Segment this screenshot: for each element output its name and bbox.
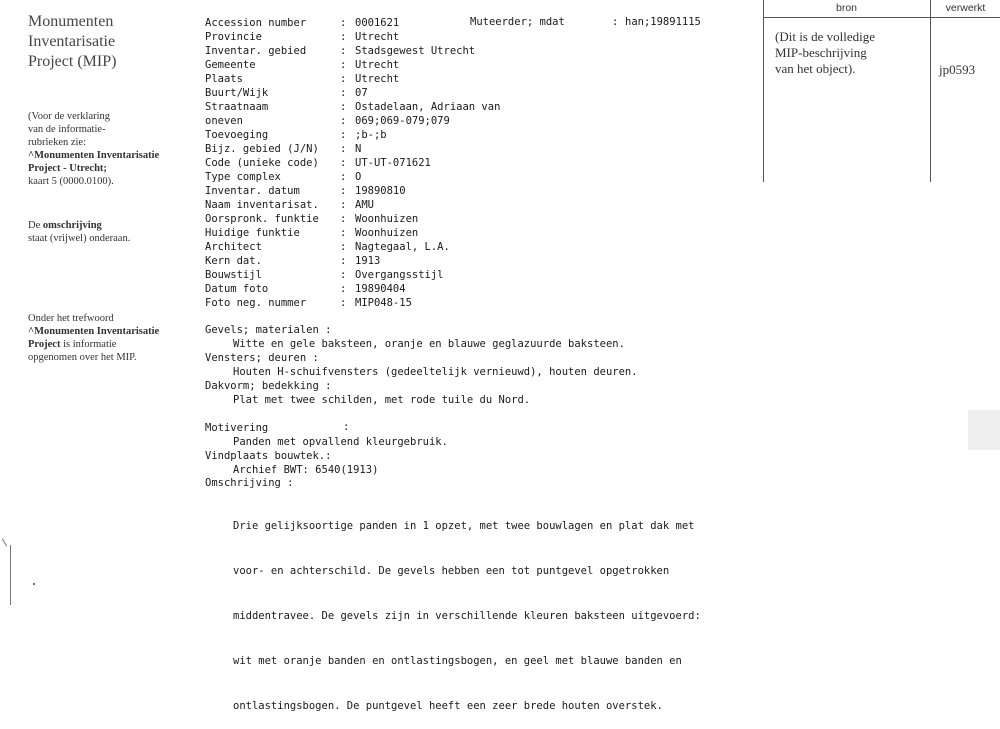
bron-text xyxy=(775,29,925,77)
section-dakvorm-heading: Dakvorm; bedekking : xyxy=(205,380,332,392)
field-value: Utrecht xyxy=(355,59,400,71)
field-colon: : xyxy=(340,129,347,141)
field-colon: : xyxy=(340,45,347,57)
field-label: Type complex xyxy=(205,171,281,183)
field-colon: : xyxy=(340,241,347,253)
field-colon: : xyxy=(340,185,347,197)
field-value: Stadsgewest Utrecht xyxy=(355,45,476,57)
field-colon: : xyxy=(340,297,347,309)
section-motivering-heading: Motivering xyxy=(205,422,269,434)
field-label: Inventar. datum xyxy=(205,185,300,197)
note-line: kaart 5 (0000.0100). xyxy=(28,176,114,187)
note-line: (Voor de verklaring xyxy=(28,111,111,122)
field-value: Overgangsstijl xyxy=(355,269,444,281)
field-colon: : xyxy=(340,213,347,225)
note-line: rubrieken zie: xyxy=(28,137,87,148)
scan-mark xyxy=(2,538,7,546)
field-label: Inventar. gebied xyxy=(205,45,307,57)
omschrijving-line: middentravee. De gevels zijn in verschillende kleuren baksteen uitgevoerd: xyxy=(233,610,701,622)
field-value: Utrecht xyxy=(355,73,400,85)
table-divider xyxy=(763,17,1000,18)
field-value: N xyxy=(355,143,362,155)
field-value: 19890810 xyxy=(355,185,406,197)
field-label: Bijz. gebied (J/N) xyxy=(205,143,319,155)
note-reference-bold: ^Monumenten Inventarisatie xyxy=(28,326,160,337)
field-colon: : xyxy=(340,31,347,43)
note-line: is informatie xyxy=(60,339,117,350)
omschrijving-line: Drie gelijksoortige panden in 1 opzet, met twee bouwlagen en plat dak met xyxy=(233,520,695,532)
section-motivering-text: Panden met opvallend kleurgebruik. xyxy=(233,436,448,448)
muteerder-value: han;19891115 xyxy=(625,16,701,28)
note-prefix: De xyxy=(28,220,43,231)
field-label: Toevoeging xyxy=(205,129,269,141)
sidebar-note-description xyxy=(28,219,188,245)
note-line: van de informatie- xyxy=(28,124,106,135)
field-colon: : xyxy=(340,227,347,239)
section-vensters-text: Houten H-schuifvensters (gedeeltelijk vernieuwd), houten deuren. xyxy=(233,366,638,378)
field-colon: : xyxy=(340,269,347,281)
field-value: Nagtegaal, L.A. xyxy=(355,241,450,253)
note-bold: Project xyxy=(28,339,61,350)
field-label: Buurt/Wijk xyxy=(205,87,269,99)
scan-shade xyxy=(968,410,1000,450)
muteerder-colon: : xyxy=(612,16,619,28)
field-label: Plaats xyxy=(205,73,243,85)
field-value: 1913 xyxy=(355,255,381,267)
field-value: O xyxy=(355,171,362,183)
scan-mark xyxy=(10,545,11,605)
note-bold: omschrijving xyxy=(42,220,102,231)
field-label: Provincie xyxy=(205,31,262,43)
sidebar-title-line: Inventarisatie xyxy=(28,33,116,50)
section-vindplaats-heading: Vindplaats bouwtek.: xyxy=(205,450,332,462)
field-label: Straatnaam xyxy=(205,101,269,113)
field-value: 07 xyxy=(355,87,368,99)
field-label: Oorspronk. funktie xyxy=(205,213,319,225)
field-colon: : xyxy=(340,199,347,211)
field-colon: : xyxy=(340,283,347,295)
field-colon: : xyxy=(340,87,347,99)
header-verwerkt: verwerkt xyxy=(945,2,986,14)
field-label: Foto neg. nummer xyxy=(205,297,307,309)
scan-mark xyxy=(33,583,35,585)
field-value: MIP048-15 xyxy=(355,297,412,309)
note-reference-bold: ^Monumenten Inventarisatie xyxy=(28,150,160,161)
field-colon: : xyxy=(340,17,347,29)
muteerder-label: Muteerder; mdat xyxy=(470,16,565,28)
field-label: Kern dat. xyxy=(205,255,262,267)
source-table xyxy=(763,0,1000,182)
field-label: Bouwstijl xyxy=(205,269,262,281)
bron-line: van het object). xyxy=(775,61,856,76)
field-value: 069;069-079;079 xyxy=(355,115,450,127)
verwerkt-value: jp0593 xyxy=(939,62,976,77)
field-label: oneven xyxy=(205,115,243,127)
field-colon: : xyxy=(340,115,347,127)
sidebar-title-line: Project (MIP) xyxy=(28,53,117,70)
field-colon: : xyxy=(340,73,347,85)
field-value: 0001621 xyxy=(355,17,400,29)
section-vindplaats-text: Archief BWT: 6540(1913) xyxy=(233,464,379,476)
field-colon: : xyxy=(340,255,347,267)
field-value: Woonhuizen xyxy=(355,213,419,225)
sidebar-note-explanation xyxy=(28,110,188,188)
sidebar-title-line: Monumenten xyxy=(28,13,114,30)
field-value: 19890404 xyxy=(355,283,406,295)
note-line: opgenomen over het MIP. xyxy=(28,352,137,363)
note-line: staat (vrijwel) onderaan. xyxy=(28,233,131,244)
field-value: Utrecht xyxy=(355,31,400,43)
field-label: Huidige funktie xyxy=(205,227,300,239)
field-label: Code (unieke code) xyxy=(205,157,319,169)
field-value: AMU xyxy=(355,199,374,211)
sidebar-title xyxy=(28,12,188,72)
field-colon: : xyxy=(340,171,347,183)
field-colon: : xyxy=(340,157,347,169)
table-divider xyxy=(930,0,931,182)
field-label: Datum foto xyxy=(205,283,269,295)
field-value: Woonhuizen xyxy=(355,227,419,239)
field-value: ;b-;b xyxy=(355,129,387,141)
omschrijving-line: voor- en achterschild. De gevels hebben een tot puntgevel opgetrokken xyxy=(233,565,670,577)
section-gevels-heading: Gevels; materialen : xyxy=(205,324,332,336)
omschrijving-line: ontlastingsbogen. De puntgevel heeft een zeer brede houten overstek. xyxy=(233,700,663,712)
field-label: Gemeente xyxy=(205,59,256,71)
section-vensters-heading: Vensters; deuren : xyxy=(205,352,319,364)
field-colon: : xyxy=(340,59,347,71)
section-dakvorm-text: Plat met twee schilden, met rode tuile du Nord. xyxy=(233,394,531,406)
table-divider xyxy=(763,0,764,182)
section-gevels-text: Witte en gele baksteen, oranje en blauwe geglazuurde baksteen. xyxy=(233,338,625,350)
section-omschrijving-text xyxy=(233,489,773,729)
field-label: Naam inventarisat. xyxy=(205,199,319,211)
field-value: UT-UT-071621 xyxy=(355,157,431,169)
field-colon: : xyxy=(340,143,347,155)
sidebar-note-keyword xyxy=(28,312,188,364)
field-label: Architect xyxy=(205,241,262,253)
header-bron: bron xyxy=(835,2,857,14)
section-omschrijving-heading: Omschrijving : xyxy=(205,477,294,489)
note-line: Onder het trefwoord xyxy=(28,313,114,324)
section-motivering-colon: : xyxy=(343,421,350,433)
bron-line: MIP-beschrijving xyxy=(775,45,867,60)
field-colon: : xyxy=(340,101,347,113)
bron-line: (Dit is de volledige xyxy=(775,29,876,44)
field-value: Ostadelaan, Adriaan van xyxy=(355,101,501,113)
omschrijving-line: wit met oranje banden en ontlastingsbogen, en geel met blauwe banden en xyxy=(233,655,682,667)
note-reference-bold: Project - Utrecht; xyxy=(28,163,107,174)
field-label: Accession number xyxy=(205,17,307,29)
